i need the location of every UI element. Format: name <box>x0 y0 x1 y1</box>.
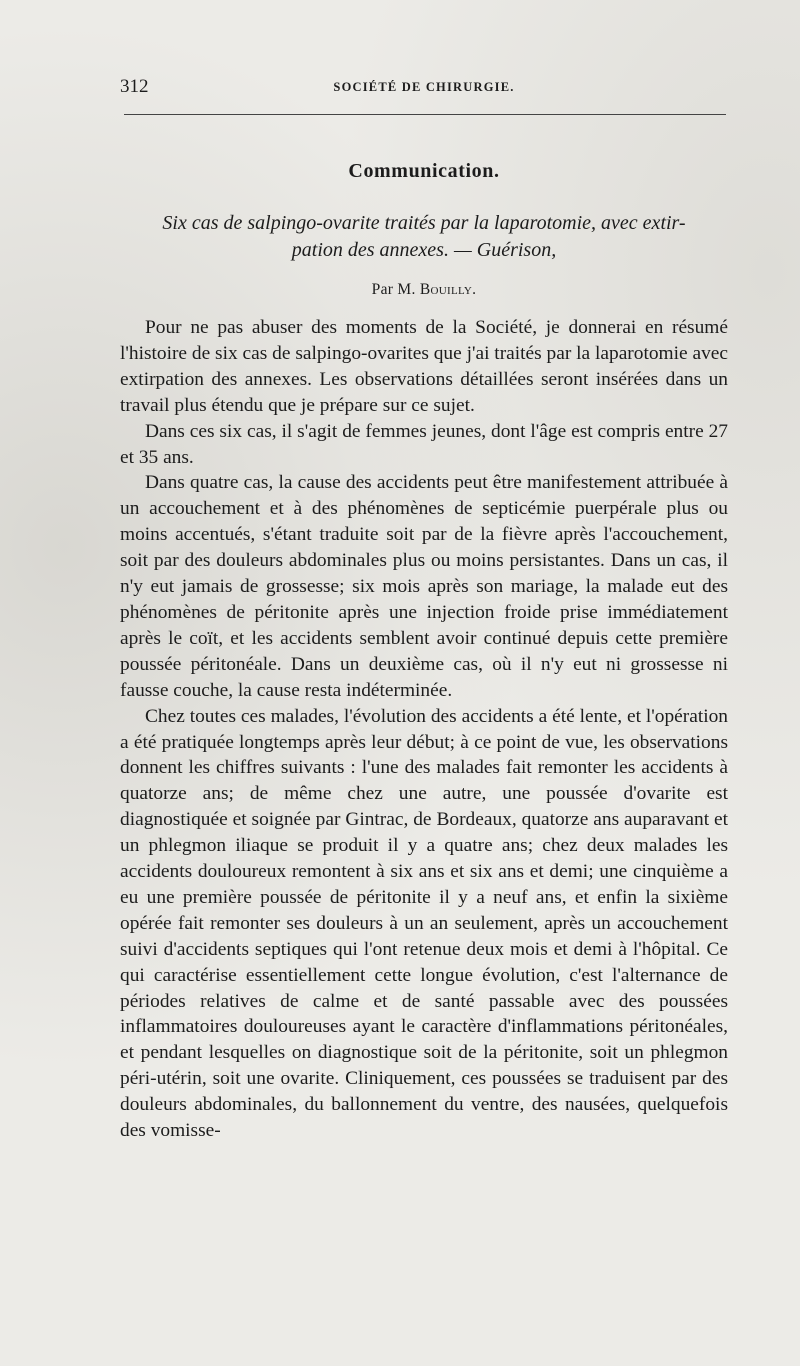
article-title-line-2: pation des annexes. — Guérison, <box>291 239 557 261</box>
section-title: Communication. <box>348 160 500 182</box>
paragraph: Dans quatre cas, la cause des accidents peut être manifestement attribuée à un accouchement et à des phénomènes de septicémie puerpérale plus ou moins accentués, s'étant traduite soit par de la fièvre après l'accouchement, soit par des douleurs abdominales plus ou moins persistantes. Dans un cas, il n'y eut jamais de grossesse; six mois après son mariage, la malade eut des phénomènes de péritonite après une injection froide prise immédiatement après le coït, et les accidents semblent avoir continué depuis cette première poussée péritonéale. Dans un deuxième cas, où il n'y eut ni grossesse ni fausse couche, la cause resta indéterminée. <box>120 472 728 701</box>
article-title <box>120 210 728 264</box>
article-title-line-1: Six cas de salpingo-ovarite traités par la laparotomie, avec extir- <box>162 212 686 234</box>
page-number: 312 <box>120 76 149 97</box>
paragraph: Chez toutes ces malades, l'évolution des accidents a été lente, et l'opération a été pratiquée longtemps après leur début; à ce point de vue, les observations donnent les chiffres suivants : l'une des malades fait remonter les accidents à quatorze ans; de même chez une autre, une poussée d'ovarite est diagnostiquée et soignée par Gintrac, de Bordeaux, quatorze ans auparavant et un phlegmon iliaque se produit il y a quatre ans; chez deux malades les accidents douloureux remontent à six ans et six ans et demi; une cinquième a eu une première poussée de péritonite il y a neuf ans, et enfin la sixième opérée fait remonter ses douleurs à un an seulement, après un accouchement suivi d'accidents septiques qui l'ont retenue deux mois et demi à l'hôpital. Ce qui caractérise essentiellement cette longue évolution, c'est l'alternance de périodes relatives de calme et de santé passable avec des poussées inflammatoires douloureuses ayant le caractère d'inflammations péritonéales, et pendant lesquelles on diagnostique soit de la péritonite, soit un phlegmon péri-utérin, soit une ovarite. Cliniquement, ces poussées se traduisent par des douleurs abdominales, du ballonnement du ventre, des nausées, quelquefois des vomisse- <box>120 705 728 1142</box>
header-rule <box>124 114 726 115</box>
paragraph: Pour ne pas abuser des moments de la Société, je donnerai en résumé l'histoire de six cas de salpingo-ovarites que j'ai traités par la laparotomie avec extirpation des annexes. Les observations détaillées seront insérées dans un travail plus étendu que je prépare sur ce sujet. <box>120 317 728 416</box>
running-title: SOCIÉTÉ DE CHIRURGIE. <box>333 80 515 94</box>
author-name: Bouilly. <box>419 281 477 298</box>
author-line <box>120 281 728 299</box>
running-head <box>120 74 728 102</box>
author-prefix: Par M. <box>371 281 416 298</box>
paragraph: Dans ces six cas, il s'agit de femmes jeunes, dont l'âge est compris entre 27 et 35 ans. <box>120 420 728 468</box>
body-text <box>120 315 728 1144</box>
